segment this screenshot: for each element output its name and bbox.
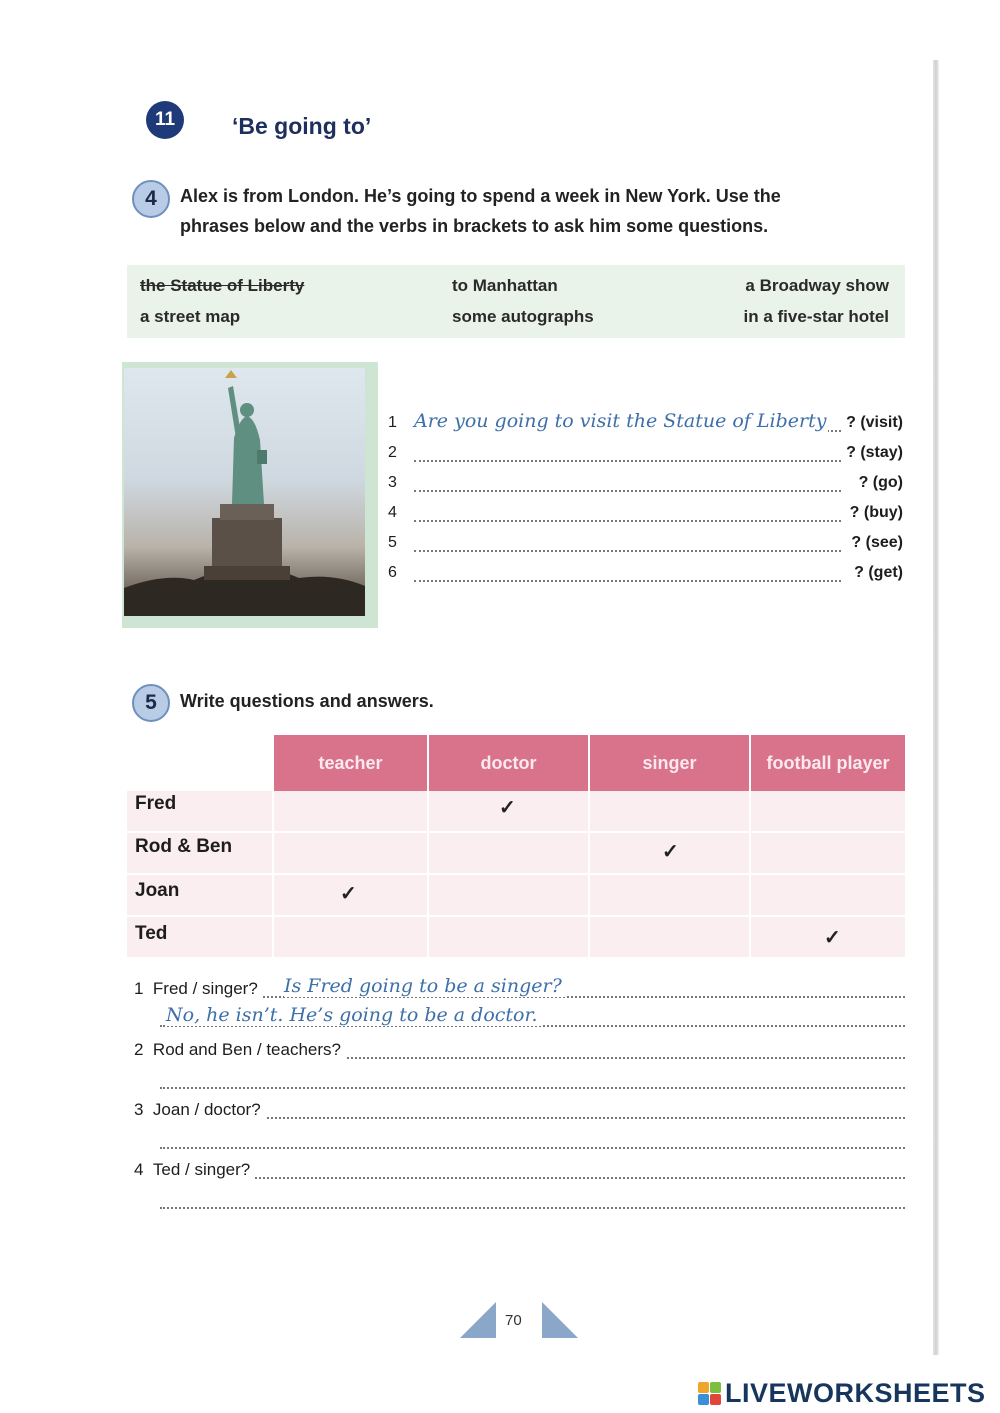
liveworksheets-logo xyxy=(698,1378,986,1409)
write-item-4-question xyxy=(134,1156,905,1184)
tick-fred-doctor: ✓ xyxy=(499,797,516,819)
answer-field[interactable]: Are you going to visit the Statue of Liberty xyxy=(414,410,827,432)
phrase-street-map: a street map xyxy=(140,307,241,326)
item-prompt: 1 Fred / singer? xyxy=(134,979,262,999)
exercise-4-instruction xyxy=(180,181,781,241)
write-item-2-question xyxy=(134,1036,905,1064)
page-decoration-left xyxy=(460,1302,496,1338)
answer-field[interactable]: Is Fred going to be a singer? xyxy=(284,975,565,997)
verb-hint: ? (stay) xyxy=(846,444,903,461)
answer-line[interactable] xyxy=(160,1207,905,1209)
question-number: 2 xyxy=(388,444,397,461)
exercise-5-badge: 5 xyxy=(132,684,170,722)
write-item-1-question xyxy=(134,975,905,1003)
column-header-doctor: doctor xyxy=(429,735,588,791)
phrase-statue-of-liberty: the Statue of Liberty xyxy=(140,276,305,295)
row-label-rod-ben: Rod & Ben xyxy=(135,836,233,857)
table-row-rod-ben xyxy=(127,833,905,873)
row-label-fred: Fred xyxy=(135,793,177,814)
phrase-five-star-hotel: in a five-star hotel xyxy=(743,307,889,326)
verb-hint: ? (buy) xyxy=(849,504,903,521)
answer-line[interactable] xyxy=(160,1087,905,1089)
answer-line[interactable] xyxy=(160,1147,905,1149)
table-row-ted xyxy=(127,917,905,957)
instruction-line-1: Alex is from London. He’s going to spend a week in New York. Use the xyxy=(180,186,781,206)
verb-hint: ? (see) xyxy=(851,534,903,551)
page-decoration-right xyxy=(542,1302,578,1338)
tick-ted-football-player: ✓ xyxy=(824,927,841,949)
question-number: 5 xyxy=(388,534,397,551)
statue-of-liberty-photo xyxy=(122,362,378,628)
verb-hint: ? (visit) xyxy=(846,414,903,431)
answer-field[interactable]: No, he isn’t. He’s going to be a doctor. xyxy=(166,1004,541,1026)
question-number: 4 xyxy=(388,504,397,521)
answer-line[interactable] xyxy=(414,520,841,522)
column-divider xyxy=(588,791,590,957)
item-prompt: 3 Joan / doctor? xyxy=(134,1100,265,1120)
unit-title: ‘Be going to’ xyxy=(232,113,372,139)
row-label-ted: Ted xyxy=(135,923,168,944)
column-header-football-player: football player xyxy=(751,735,905,791)
column-header-teacher: teacher xyxy=(274,735,427,791)
answer-line[interactable] xyxy=(414,460,841,462)
question-row-5 xyxy=(388,530,903,558)
question-number: 3 xyxy=(388,474,397,491)
column-divider xyxy=(427,791,429,957)
question-row-2 xyxy=(388,440,903,468)
tick-rod-ben-singer: ✓ xyxy=(662,841,679,863)
write-item-3-question xyxy=(134,1096,905,1124)
tick-joan-teacher: ✓ xyxy=(340,883,357,905)
statue-illustration xyxy=(124,368,365,616)
liveworksheets-icon xyxy=(698,1382,722,1406)
question-row-1 xyxy=(388,410,903,438)
table-row-joan xyxy=(127,875,905,915)
table-row-fred xyxy=(127,791,905,831)
phrase-manhattan: to Manhattan xyxy=(452,276,558,295)
column-header-singer: singer xyxy=(590,735,749,791)
phrase-broadway-show: a Broadway show xyxy=(745,276,889,295)
question-row-6 xyxy=(388,560,903,588)
answer-line[interactable] xyxy=(414,580,841,582)
answer-line[interactable] xyxy=(414,490,841,492)
occupation-table xyxy=(127,735,905,957)
write-item-2-answer xyxy=(134,1066,905,1094)
column-divider xyxy=(749,791,751,957)
exercise-5-instruction: Write questions and answers. xyxy=(180,691,434,711)
answer-line[interactable] xyxy=(414,550,841,552)
row-label-joan: Joan xyxy=(135,880,180,901)
write-item-1-answer xyxy=(134,1004,905,1032)
write-item-3-answer xyxy=(134,1126,905,1154)
item-prompt: 2 Rod and Ben / teachers? xyxy=(134,1040,345,1060)
phrase-autographs: some autographs xyxy=(452,307,594,326)
question-number: 6 xyxy=(388,564,397,581)
page-edge xyxy=(933,60,939,1355)
verb-hint: ? (go) xyxy=(858,474,903,491)
instruction-line-2: phrases below and the verbs in brackets to ask him some questions. xyxy=(180,216,769,236)
brand-name: LIVEWORKSHEETS xyxy=(725,1378,986,1408)
photo-image xyxy=(124,368,365,616)
verb-hint: ? (get) xyxy=(854,564,903,581)
item-prompt: 4 Ted / singer? xyxy=(134,1160,254,1180)
question-row-3 xyxy=(388,470,903,498)
phrase-box xyxy=(127,265,905,338)
exercise-4-badge: 4 xyxy=(132,180,170,218)
page-number: 70 xyxy=(505,1312,522,1329)
question-number: 1 xyxy=(388,414,397,431)
column-divider xyxy=(272,791,274,957)
write-item-4-answer xyxy=(134,1186,905,1214)
unit-number-badge: 11 xyxy=(146,101,184,139)
question-row-4 xyxy=(388,500,903,528)
